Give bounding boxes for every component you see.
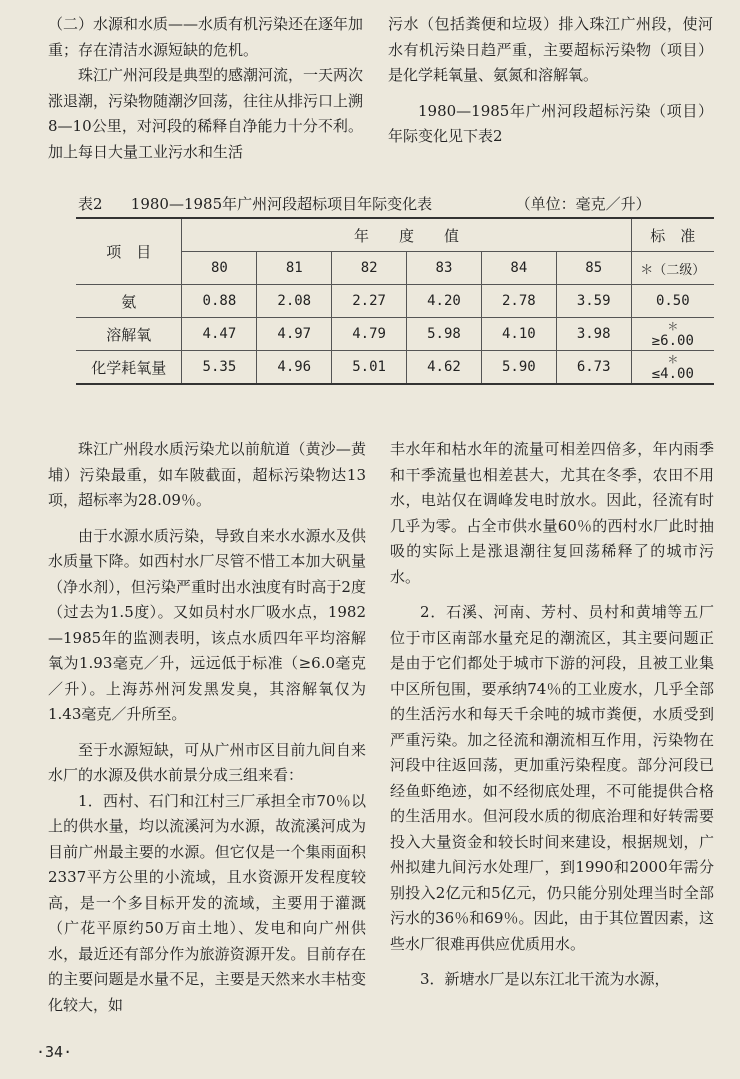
- bottom-left-column: [48, 437, 366, 1018]
- value-cell: 0.88: [182, 285, 257, 318]
- value-cell: 4.10: [481, 318, 556, 351]
- value-cell: 4.79: [332, 318, 407, 351]
- year-cell: 83: [407, 252, 482, 285]
- data-table: [76, 217, 714, 385]
- paragraph: 至于水源短缺，可从广州市区目前九间自来水厂的水源及供水前景分成三组来看：: [48, 740, 366, 784]
- table-caption: [78, 193, 718, 214]
- year-cell: 85: [556, 252, 631, 285]
- top-right-column: [388, 12, 713, 150]
- page-number: ·34·: [36, 1043, 73, 1061]
- paragraph: 珠江广州段水质污染尤以前航道（黄沙—黄埔）污染最重，如车陂截面，超标污染物达13项，超标率为28.09％。: [48, 440, 366, 509]
- row-label: 化学耗氧量: [76, 351, 182, 385]
- paragraph: 珠江广州河段是典型的感潮河流，一天两次涨退潮，污染物随潮汐回荡，往往从排污口上溯8—10公里，对河段的稀释自净能力十分不利。加上每日大量工业污水和生活: [48, 66, 364, 161]
- year-cell: 82: [332, 252, 407, 285]
- standard-cell: 0.50: [631, 285, 714, 318]
- value-cell: 5.98: [407, 318, 482, 351]
- table-label: 表2: [78, 195, 103, 213]
- table-unit: （单位：毫克／升）: [515, 195, 651, 213]
- table-title: 1980—1985年广州河段超标项目年际变化表: [130, 195, 433, 213]
- paragraph: 1980—1985年广州河段超标污染（项目）年际变化见下表2: [388, 101, 713, 145]
- standard-star: ＊: [667, 353, 679, 366]
- paragraph: （二）水源和水质——水质有机污染还在逐年加重；存在清洁水源短缺的危机。: [48, 15, 364, 59]
- bottom-right-column: [390, 437, 714, 993]
- value-cell: 4.20: [407, 285, 482, 318]
- row-label: 氨: [76, 285, 182, 318]
- value-cell: 2.08: [257, 285, 332, 318]
- standard-cell: [631, 351, 714, 385]
- header-standard: 标 准: [631, 218, 714, 252]
- header-years: 年 度 值: [182, 218, 631, 252]
- year-cell: 80: [182, 252, 257, 285]
- table-row: [76, 285, 714, 318]
- top-left-column: [48, 12, 363, 165]
- row-label: 溶解氧: [76, 318, 182, 351]
- standard-value: ≥6.00: [651, 333, 694, 349]
- paragraph: 由于水源水质污染，导致自来水水源水及供水质量下降。如西村水厂尽管不惜工本加大矾量（净水剂），但污染严重时出水浊度有时高于2度（过去为1.5度）。又如员村水厂吸水点，1982—1985年的监测表明，该点水质四年平均溶解氧为1.93毫克／升，远远低于标准（≥6.0毫克／升）。上海苏州河发黑发臭，其溶解氧仅为1.43毫克／升所至。: [48, 526, 366, 723]
- value-cell: 5.01: [332, 351, 407, 385]
- paragraph: 丰水年和枯水年的流量可相差四倍多，年内雨季和干季流量也相差甚大，尤其在冬季，农田不用水，电站仅在调峰发电时放水。因此，径流有时几乎为零。占全市供水量60％的西村水厂此时抽吸的实际上是涨退潮往复回荡稀释了的城市污水。: [390, 440, 714, 586]
- table-row: [76, 351, 714, 385]
- year-cell: 84: [481, 252, 556, 285]
- standard-value: ≤4.00: [651, 366, 694, 382]
- paragraph: 2．石溪、河南、芳村、员村和黄埔等五厂位于市区南部水量充足的潮流区，其主要问题正是由于它们都处于城市下游的河段，且被工业集中区所包围，要承纳74％的工业废水，几乎全部的生活污水和每天千余吨的城市粪便，水质受到严重污染。加之径流和潮流相互作用，污染物在河段中往返回荡，更加重污染程度。部分河段已经鱼虾绝迹，如不经彻底处理，不可能提供合格的生活用水。但河段水质的彻底治理和好转需要投入大量资金和较长时间来建设，根据规划，广州拟建九间污水处理厂，到1990和2000年需分别投入2亿元和5亿元，仍只能分别处理当时全部污水的36％和69％。因此，由于其位置因素，这些水厂很难再供应优质用水。: [390, 603, 714, 953]
- value-cell: 4.96: [257, 351, 332, 385]
- paragraph: 3．新塘水厂是以东江北干流为水源，: [420, 970, 670, 988]
- paragraph: 污水（包括粪便和垃圾）排入珠江广州段，使河水有机污染日趋严重，主要超标污染物（项目）是化学耗氧量、氨氮和溶解氧。: [388, 15, 713, 84]
- header-standard-sub: ＊（二级）: [631, 252, 714, 285]
- value-cell: 3.59: [556, 285, 631, 318]
- table-header-row: [76, 218, 714, 252]
- value-cell: 2.27: [332, 285, 407, 318]
- value-cell: 4.47: [182, 318, 257, 351]
- value-cell: 4.97: [257, 318, 332, 351]
- value-cell: 5.90: [481, 351, 556, 385]
- value-cell: 3.98: [556, 318, 631, 351]
- table-row: [76, 318, 714, 351]
- value-cell: 2.78: [481, 285, 556, 318]
- year-cell: 81: [257, 252, 332, 285]
- value-cell: 4.62: [407, 351, 482, 385]
- standard-star: ＊: [667, 320, 679, 333]
- paragraph: 1．西村、石门和江村三厂承担全市70％以上的供水量，均以流溪河为水源，故流溪河成为目前广州最主要的水源。但它仅是一个集雨面积2337平方公里的小流域，且水资源开发程度较高，是一个多目标开发的流域，主要用于灌溉（广花平原约50万亩土地）、发电和向广州供水，最近还有部分作为旅游资源开发。目前存在的主要问题是水量不足，主要是天然来水丰枯变化较大，如: [48, 791, 366, 1014]
- value-cell: 6.73: [556, 351, 631, 385]
- value-cell: 5.35: [182, 351, 257, 385]
- header-item: 项 目: [76, 218, 182, 285]
- standard-cell: [631, 318, 714, 351]
